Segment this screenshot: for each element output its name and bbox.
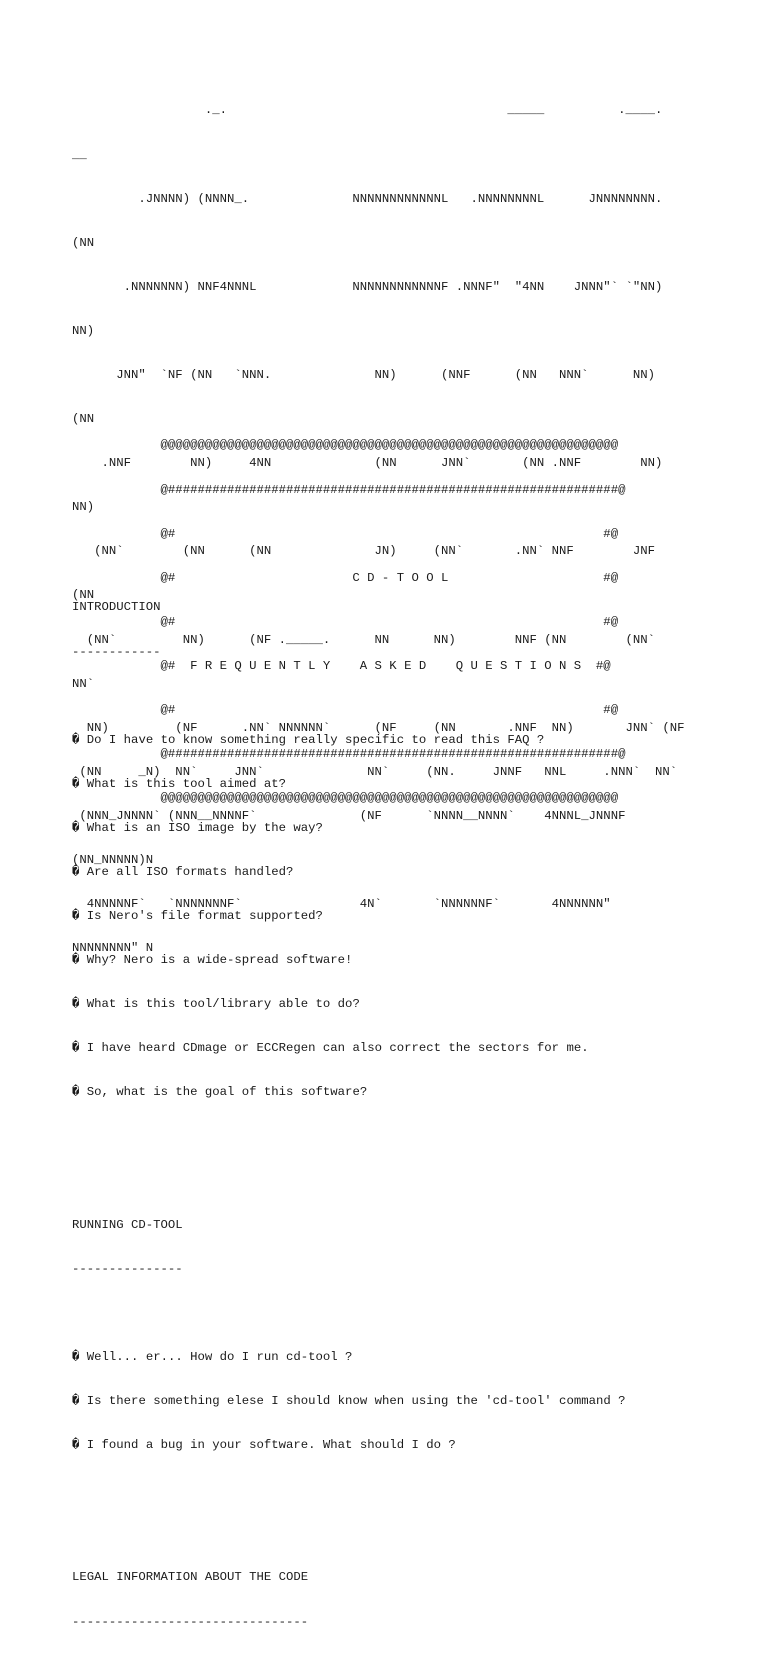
- logo-line: JNN" `NF (NN `NNN. NN) (NNF (NN NNN` NN): [72, 367, 655, 382]
- faq-subtitle: @# F R E Q U E N T L Y A S K E D Q U E S T I O N S #@: [72, 658, 611, 673]
- faq-question: � So, what is the goal of this software?: [72, 1085, 368, 1100]
- faq-box-line: @@@@@@@@@@@@@@@@@@@@@@@@@@@@@@@@@@@@@@@@@@@@@@@@@@@@@@@@@@@@@@: [72, 791, 619, 806]
- section-underline: ---------------: [72, 1261, 183, 1276]
- logo-line: .NNF NN) 4NN (NN JNN` (NN .NNF NN): [72, 456, 663, 471]
- faq-question: � I have heard CDmage or ECCRegen can also correct the sectors for me.: [72, 1041, 589, 1056]
- faq-question: � Are all ISO formats handled?: [72, 864, 294, 879]
- logo-line: (NN` NN) (NF ._____. NN NN) NNF (NN (NN`: [72, 632, 655, 647]
- logo-line: (NN: [72, 588, 95, 603]
- blank-line: [72, 1526, 625, 1541]
- blank-line: [72, 1482, 625, 1497]
- section-heading-legal-information: LEGAL INFORMATION ABOUT THE CODE: [72, 1570, 309, 1585]
- logo-line: (NN: [72, 235, 95, 250]
- logo-line: (NN` (NN (NN JN) (NN` .NN` NNF JNF: [72, 544, 655, 559]
- logo-line: (NN: [72, 412, 95, 427]
- faq-question: � Well... er... How do I run cd-tool ?: [72, 1350, 353, 1364]
- logo-line: (NN _N) NN` JNN` NN` (NN. JNNF NNL .NNN` NN`: [72, 764, 678, 779]
- logo-line: NN): [72, 500, 95, 515]
- blank-line: [72, 1130, 625, 1145]
- section-underline: --------------------------------: [72, 1614, 309, 1629]
- faq-box-line: @#############################################################@: [72, 747, 626, 762]
- faq-question: � What is an ISO image by the way?: [72, 820, 323, 835]
- faq-question: � What is this tool aimed at?: [72, 776, 287, 791]
- logo-line: .NNNNNNN) NNF4NNNL NNNNNNNNNNNNF .NNNF" "4NN JNNN"` `"NN): [72, 279, 663, 294]
- faq-title: @# C D - T O O L #@: [72, 570, 619, 585]
- section-underline: ------------: [72, 644, 161, 659]
- logo-line: NN`: [72, 676, 95, 691]
- faq-question: � Is there something elese I should know when using the 'cd-tool' command ?: [72, 1394, 626, 1409]
- faq-question: � What is this tool/library able to do?: [72, 997, 360, 1012]
- faq-question: � I found a bug in your software. What should I do ?: [72, 1438, 456, 1453]
- faq-box-line: @# #@: [72, 526, 619, 541]
- logo-line: (NN_NNNNN)N: [72, 853, 154, 867]
- faq-question: � Do I have to know something really specific to read this FAQ ?: [72, 732, 545, 747]
- faq-box-line: @# #@: [72, 614, 619, 629]
- faq-question: � Is Nero's file format supported?: [72, 909, 323, 924]
- logo-line: NNNNNNNN" N: [72, 941, 154, 956]
- logo-line: (NNN_JNNNN` (NNN__NNNNF` (NF `NNNN__NNNN` 4NNNL_JNNNF: [72, 808, 626, 823]
- logo-line: NN) (NF .NN` NNNNNN` (NF (NN .NNF NN) JNN` (NF: [72, 720, 685, 735]
- blank-line: [72, 689, 625, 704]
- blank-line: [72, 1174, 625, 1189]
- faq-contents: [72, 571, 625, 1659]
- logo-line: __: [72, 147, 87, 162]
- logo-line: ._. _____ .____.: [72, 103, 663, 118]
- faq-box-line: @#############################################################@: [72, 482, 626, 497]
- logo-line: 4NNNNNF` `NNNNNNNF` 4N` `NNNNNNF` 4NNNNNN": [72, 897, 611, 912]
- logo-line: .JNNNN) (NNNN_. NNNNNNNNNNNNL .NNNNNNNNL JNNNNNNNN.: [72, 191, 663, 206]
- faq-question: � Why? Nero is a wide-spread software!: [72, 953, 353, 968]
- faq-box-line: @@@@@@@@@@@@@@@@@@@@@@@@@@@@@@@@@@@@@@@@@@@@@@@@@@@@@@@@@@@@@@: [72, 438, 619, 453]
- logo-line: NN): [72, 323, 95, 338]
- faq-box-line: @# #@: [72, 702, 619, 717]
- blank-line: [72, 1306, 625, 1321]
- section-heading-introduction: INTRODUCTION: [72, 600, 161, 615]
- section-heading-running-cd-tool: RUNNING CD-TOOL: [72, 1217, 183, 1232]
